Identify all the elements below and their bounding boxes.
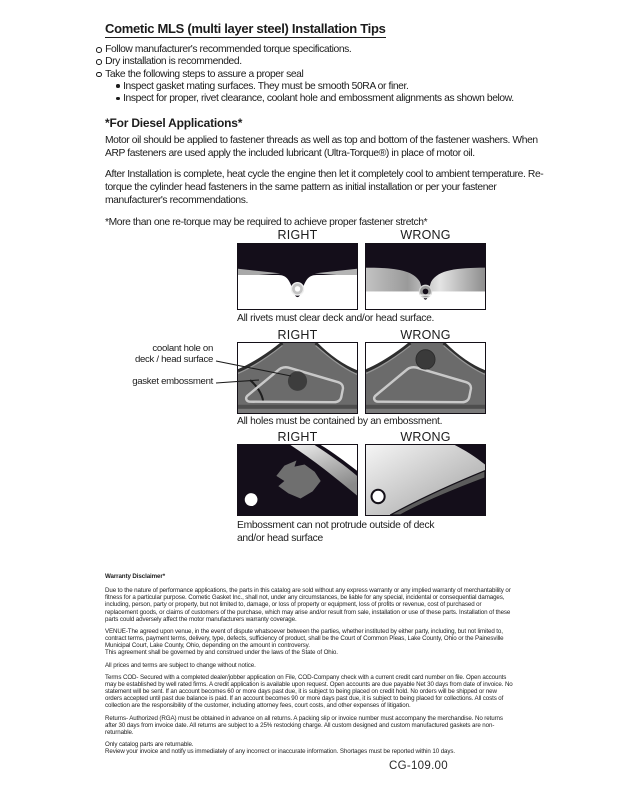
embossment-wrong-diagram [365,342,486,414]
protrusion-wrong-diagram [365,444,486,516]
diesel-applications-heading: *For Diesel Applications* [105,116,243,130]
installation-tips-list [96,44,566,105]
protrusion-right-diagram [237,444,358,516]
wrong-label: WRONG [400,430,451,444]
retorque-note: *More than one re-torque may be required to achieve proper fastener stretch* [105,217,428,228]
list-item-text: Inspect for proper, rivet clearance, coolant hole and embossment alignments as shown below. [123,93,514,105]
right-label: RIGHT [277,328,318,342]
catalog-parts-paragraph: Only catalog parts are returnable. [105,740,194,748]
list-item-text: Inspect gasket mating surfaces. They must be smooth 50RA or finer. [123,80,409,92]
right-label: RIGHT [277,228,318,242]
diagram3-caption: Embossment can not protrude outside of deck and/or head surface [237,520,435,544]
warranty-heading: Warranty Disclaimer* [105,573,166,580]
diesel-paragraph: Motor oil should be applied to fastener threads as well as top and bottom of the fastener washers. When ARP fasteners are used apply the included lubricant (Ultra-Torque®) in place of motor oil. [105,135,538,160]
prices-paragraph: All prices and terms are subject to change without notice. [105,661,256,669]
right-label: RIGHT [277,430,318,444]
rivet-right-diagram [237,243,358,310]
gasket-embossment-annotation: gasket embossment [132,376,213,387]
rivet-wrong-diagram [365,243,486,310]
diagram1-caption: All rivets must clear deck and/or head surface. [237,313,435,324]
list-item [96,56,566,68]
sub-list-item [116,93,566,105]
list-item-text: Follow manufacturer's recommended torque specifications. [105,44,352,55]
bolt-hole-icon [245,493,258,506]
diagram2-caption: All holes must be contained by an embossment. [237,416,443,427]
terms-cod-paragraph: Terms COD- Secured with a completed dealer/jobber application on File, COD-Company check with a current credit card number on file. Open accounts may be established by well rated firms. A credit application is available upon request. Open accounts are due payable Net 30 days from date of invoice. No statement will be sent. If an account becomes 60 or more days past due, it is subject to being placed on credit hold. No orders will be shipped or new orders accepted until past due balance is paid. If an account becomes 90 or more days past due, it is subject to being placed for collections. All costs of collection are the responsibility of the customer, including attorney fees, court costs, and other expenses of litigation. [105,673,513,710]
retorque-paragraph: After Installation is complete, heat cycle the engine then let it completely cool to ambient temperature. Re-torque the cylinder head fasteners in the same pattern as initial installation or per your fastener manufacturer's recommendations. [105,169,544,207]
list-item [96,44,566,56]
circle-bullet-icon [96,72,102,78]
governing-law-paragraph: This agreement shall be governed by and construed under the laws of the State of Ohio. [105,649,338,657]
returns-paragraph: Returns- Authorized (RGA) must be obtained in advance on all returns. A packing slip or invoice number must accompany the merchandise. No returns after 30 days from invoice date. All returns are subject to a 25% restocking charge. All custom designed and custom manufactured gaskets are non-returnable. [105,714,503,736]
list-item [96,69,566,81]
page-title: Cometic MLS (multi layer steel) Installation Tips [105,21,386,36]
warranty-disclaimer-section [105,573,513,760]
wrong-label: WRONG [400,328,451,342]
warranty-paragraph: Due to the nature of performance applications, the parts in this catalog are sold without any express warranty or any implied warranty of merchantability or fitness for a particular purpose. Cometic Gasket Inc., shall not, under any circumstances, be liable for any special, incidental or consequential damages, including, person, party or property, but not limited to, damage, or loss of property or equipment, loss of profits or revenue, cost of purchased or replacement goods, or claims of customers of the purchase, which may arise and/or result from sale, installation or use of these parts. Installation of these parts could adversely affect the motor manufacturers warranty coverage. [105,587,511,623]
list-item-text: Dry installation is recommended. [105,56,242,68]
bolt-hole-icon [372,490,385,503]
circle-bullet-icon [96,59,102,65]
circle-bullet-icon [96,47,102,53]
page-code: CG-109.00 [389,760,448,772]
wrong-label: WRONG [400,228,451,242]
leader-lines [210,352,305,388]
dot-bullet-icon [116,84,120,88]
list-item-text: Take the following steps to assure a proper seal [105,68,304,80]
coolant-hole-annotation: coolant hole on deck / head surface [134,343,213,365]
review-invoice-paragraph: Review your invoice and notify us immediately of any incorrect or inaccurate information. Shortages must be reported within 10 days. [105,748,455,756]
coolant-hole-icon [416,350,435,370]
venue-paragraph: VENUE-The agreed upon venue, in the event of dispute whatsoever between the parties, whether instituted by either party, including, but not limited to, contract terms, payment terms, delivery, type, defects, sufficiency of product, shall be the Court of Common Pleas, Lake County, Ohio or the Painesville Municipal Court, Lake County, Ohio, depending on the amount in controversy. [105,627,504,650]
sub-list-item [116,81,566,93]
dot-bullet-icon [116,97,120,101]
